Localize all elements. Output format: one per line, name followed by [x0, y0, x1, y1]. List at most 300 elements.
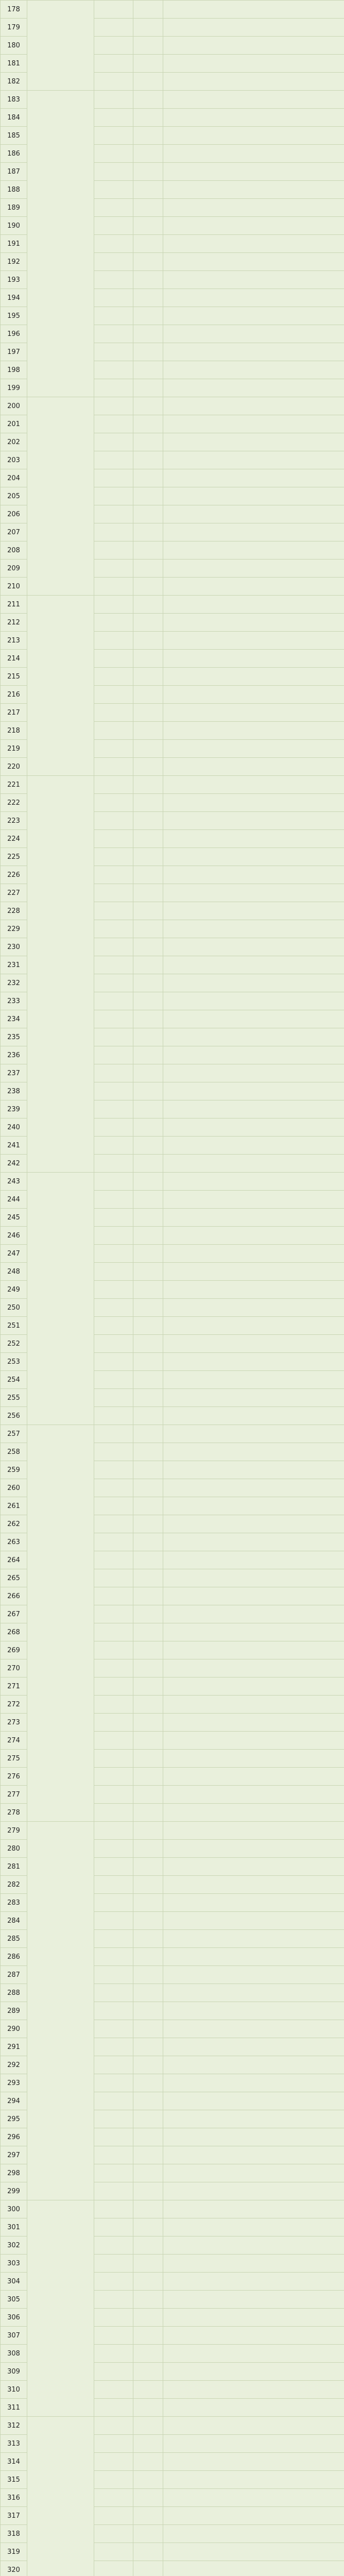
row-number-cell: 190	[1, 217, 27, 235]
student-name-cell	[94, 2273, 133, 2291]
wish-item-cell	[163, 2507, 344, 2525]
student-name-cell	[94, 1732, 133, 1750]
student-name-cell	[94, 523, 133, 541]
age-cell	[133, 830, 163, 848]
student-name-cell	[94, 1209, 133, 1227]
row-number-cell: 224	[1, 830, 27, 848]
age-cell	[133, 2273, 163, 2291]
student-name-cell	[94, 2255, 133, 2273]
row-number-cell: 201	[1, 415, 27, 433]
wish-item-cell	[163, 55, 344, 73]
student-name-cell	[94, 415, 133, 433]
student-name-cell	[94, 848, 133, 866]
student-name-cell	[94, 2309, 133, 2327]
row-number-cell: 295	[1, 2110, 27, 2128]
age-cell	[133, 541, 163, 560]
age-cell	[133, 1118, 163, 1137]
student-name-cell	[94, 1010, 133, 1028]
age-cell	[133, 740, 163, 758]
age-cell	[133, 1912, 163, 1930]
wish-item-cell	[163, 776, 344, 794]
student-name-cell	[94, 866, 133, 884]
student-name-cell	[94, 614, 133, 632]
age-cell	[133, 505, 163, 523]
wish-item-cell	[163, 1822, 344, 1840]
wish-item-cell	[163, 686, 344, 704]
student-name-cell	[94, 2345, 133, 2363]
age-cell	[133, 1605, 163, 1623]
student-name-cell	[94, 1804, 133, 1822]
student-name-cell	[94, 1876, 133, 1894]
student-name-cell	[94, 1100, 133, 1118]
wish-item-cell	[163, 2255, 344, 2273]
wish-item-cell	[163, 2218, 344, 2236]
age-cell	[133, 812, 163, 830]
row-number-cell: 276	[1, 1768, 27, 1786]
wish-item-cell	[163, 1479, 344, 1497]
row-number-cell: 264	[1, 1551, 27, 1569]
wish-item-cell	[163, 704, 344, 722]
student-name-cell	[94, 1371, 133, 1389]
row-number-cell: 271	[1, 1677, 27, 1696]
student-name-cell	[94, 109, 133, 127]
student-name-cell	[94, 487, 133, 505]
row-number-cell: 300	[1, 2200, 27, 2218]
student-name-cell	[94, 397, 133, 415]
row-number-cell: 267	[1, 1605, 27, 1623]
row-number-cell: 259	[1, 1461, 27, 1479]
age-cell	[133, 1840, 163, 1858]
age-cell	[133, 1930, 163, 1948]
wish-item-cell	[163, 560, 344, 578]
row-number-cell: 255	[1, 1389, 27, 1407]
age-cell	[133, 1064, 163, 1082]
wish-item-cell	[163, 2435, 344, 2453]
row-number-cell: 233	[1, 992, 27, 1010]
wish-item-cell	[163, 2020, 344, 2038]
wish-item-cell	[163, 1641, 344, 1659]
student-name-cell	[94, 758, 133, 776]
school-cell	[27, 2417, 94, 2576]
student-name-cell	[94, 1858, 133, 1876]
student-name-cell	[94, 181, 133, 199]
wish-item-cell	[163, 1948, 344, 1966]
student-name-cell	[94, 1551, 133, 1569]
age-cell	[133, 2345, 163, 2363]
student-name-cell	[94, 2128, 133, 2146]
row-number-cell: 189	[1, 199, 27, 217]
row-number-cell: 299	[1, 2182, 27, 2200]
row-number-cell: 284	[1, 1912, 27, 1930]
row-number-cell: 243	[1, 1173, 27, 1191]
student-name-cell	[94, 2543, 133, 2561]
wish-item-cell	[163, 307, 344, 325]
student-name-cell	[94, 1353, 133, 1371]
student-name-cell	[94, 1768, 133, 1786]
age-cell	[133, 1371, 163, 1389]
row-number-cell: 245	[1, 1209, 27, 1227]
row-number-cell: 237	[1, 1064, 27, 1082]
row-number-cell: 281	[1, 1858, 27, 1876]
wish-item-cell	[163, 2092, 344, 2110]
row-number-cell: 182	[1, 73, 27, 91]
age-cell	[133, 2164, 163, 2182]
row-number-cell: 305	[1, 2291, 27, 2309]
student-name-cell	[94, 199, 133, 217]
age-cell	[133, 2381, 163, 2399]
age-cell	[133, 451, 163, 469]
wish-item-cell	[163, 848, 344, 866]
row-number-cell: 278	[1, 1804, 27, 1822]
wish-item-cell	[163, 1407, 344, 1425]
age-cell	[133, 884, 163, 902]
wish-item-cell	[163, 2543, 344, 2561]
student-name-cell	[94, 2056, 133, 2074]
row-number-cell: 198	[1, 361, 27, 379]
wish-item-cell	[163, 145, 344, 163]
student-name-cell	[94, 1173, 133, 1191]
age-cell	[133, 2020, 163, 2038]
age-cell	[133, 37, 163, 55]
row-number-cell: 207	[1, 523, 27, 541]
wish-item-cell	[163, 1984, 344, 2002]
age-cell	[133, 2038, 163, 2056]
age-cell	[133, 487, 163, 505]
age-cell	[133, 1191, 163, 1209]
student-name-cell	[94, 2507, 133, 2525]
student-name-cell	[94, 992, 133, 1010]
age-cell	[133, 1768, 163, 1786]
age-cell	[133, 1100, 163, 1118]
age-cell	[133, 614, 163, 632]
wish-item-cell	[163, 127, 344, 145]
wish-item-cell	[163, 956, 344, 974]
age-cell	[133, 1137, 163, 1155]
student-name-cell	[94, 632, 133, 650]
student-name-cell	[94, 1263, 133, 1281]
wish-item-cell	[163, 361, 344, 379]
row-number-cell: 213	[1, 632, 27, 650]
student-name-cell	[94, 1245, 133, 1263]
row-number-cell: 293	[1, 2074, 27, 2092]
wish-item-cell	[163, 740, 344, 758]
student-name-cell	[94, 686, 133, 704]
age-cell	[133, 397, 163, 415]
age-cell	[133, 1389, 163, 1407]
wish-item-cell	[163, 2146, 344, 2164]
student-name-cell	[94, 2164, 133, 2182]
wish-item-cell	[163, 271, 344, 289]
row-number-cell: 307	[1, 2327, 27, 2345]
student-name-cell	[94, 1750, 133, 1768]
wish-item-cell	[163, 2345, 344, 2363]
age-cell	[133, 289, 163, 307]
age-cell	[133, 1569, 163, 1587]
student-name-cell	[94, 2489, 133, 2507]
student-name-cell	[94, 1064, 133, 1082]
row-number-cell: 197	[1, 343, 27, 361]
wish-item-cell	[163, 1353, 344, 1371]
row-number-cell: 210	[1, 578, 27, 596]
wish-item-cell	[163, 397, 344, 415]
age-cell	[133, 2146, 163, 2164]
wish-item-cell	[163, 1245, 344, 1263]
student-name-cell	[94, 776, 133, 794]
row-number-cell: 181	[1, 55, 27, 73]
table-row	[1, 91, 344, 109]
student-name-cell	[94, 1641, 133, 1659]
age-cell	[133, 145, 163, 163]
student-name-cell	[94, 1948, 133, 1966]
wish-item-cell	[163, 794, 344, 812]
wish-item-cell	[163, 1173, 344, 1191]
row-number-cell: 185	[1, 127, 27, 145]
wish-item-cell	[163, 1082, 344, 1100]
row-number-cell: 199	[1, 379, 27, 397]
age-cell	[133, 361, 163, 379]
wish-item-cell	[163, 2182, 344, 2200]
student-name-cell	[94, 271, 133, 289]
age-cell	[133, 469, 163, 487]
age-cell	[133, 1082, 163, 1100]
wish-item-cell	[163, 1677, 344, 1696]
wish-item-cell	[163, 884, 344, 902]
row-number-cell: 289	[1, 2002, 27, 2020]
row-number-cell: 246	[1, 1227, 27, 1245]
school-cell	[27, 596, 94, 776]
student-name-cell	[94, 2525, 133, 2543]
wish-item-cell	[163, 2002, 344, 2020]
student-name-cell	[94, 650, 133, 668]
student-name-cell	[94, 1028, 133, 1046]
row-number-cell: 313	[1, 2435, 27, 2453]
wish-item-cell	[163, 1046, 344, 1064]
student-name-cell	[94, 1623, 133, 1641]
age-cell	[133, 109, 163, 127]
student-name-cell	[94, 2182, 133, 2200]
age-cell	[133, 1010, 163, 1028]
age-cell	[133, 1479, 163, 1497]
wish-item-cell	[163, 1191, 344, 1209]
wish-item-cell	[163, 1768, 344, 1786]
wish-item-cell	[163, 1064, 344, 1082]
row-number-cell: 253	[1, 1353, 27, 1371]
wish-item-cell	[163, 1696, 344, 1714]
age-cell	[133, 1173, 163, 1191]
wish-item-cell	[163, 451, 344, 469]
row-number-cell: 202	[1, 433, 27, 451]
wish-item-cell	[163, 523, 344, 541]
age-cell	[133, 2236, 163, 2255]
row-number-cell: 314	[1, 2453, 27, 2471]
row-number-cell: 304	[1, 2273, 27, 2291]
age-cell	[133, 1299, 163, 1317]
wish-item-cell	[163, 2273, 344, 2291]
age-cell	[133, 1461, 163, 1479]
row-number-cell: 238	[1, 1082, 27, 1100]
row-number-cell: 272	[1, 1696, 27, 1714]
wish-item-cell	[163, 1263, 344, 1281]
row-number-cell: 214	[1, 650, 27, 668]
student-name-cell	[94, 1912, 133, 1930]
age-cell	[133, 1028, 163, 1046]
age-cell	[133, 2489, 163, 2507]
age-cell	[133, 2110, 163, 2128]
row-number-cell: 242	[1, 1155, 27, 1173]
row-number-cell: 236	[1, 1046, 27, 1064]
age-cell	[133, 1659, 163, 1677]
wish-item-cell	[163, 1010, 344, 1028]
age-cell	[133, 2309, 163, 2327]
row-number-cell: 218	[1, 722, 27, 740]
age-cell	[133, 650, 163, 668]
wish-item-cell	[163, 2399, 344, 2417]
age-cell	[133, 2525, 163, 2543]
student-name-cell	[94, 73, 133, 91]
table-row	[1, 2417, 344, 2435]
age-cell	[133, 974, 163, 992]
student-name-cell	[94, 2327, 133, 2345]
age-cell	[133, 2002, 163, 2020]
wish-item-cell	[163, 2128, 344, 2146]
row-number-cell: 260	[1, 1479, 27, 1497]
age-cell	[133, 1533, 163, 1551]
student-name-cell	[94, 1714, 133, 1732]
wish-item-cell	[163, 2110, 344, 2128]
age-cell	[133, 343, 163, 361]
row-number-cell: 268	[1, 1623, 27, 1641]
school-cell	[27, 397, 94, 596]
age-cell	[133, 2218, 163, 2236]
age-cell	[133, 704, 163, 722]
student-name-cell	[94, 505, 133, 523]
student-name-cell	[94, 2453, 133, 2471]
wish-item-cell	[163, 2056, 344, 2074]
wish-item-cell	[163, 73, 344, 91]
age-cell	[133, 578, 163, 596]
wish-item-cell	[163, 1425, 344, 1443]
age-cell	[133, 776, 163, 794]
row-number-cell: 292	[1, 2056, 27, 2074]
row-number-cell: 212	[1, 614, 27, 632]
student-name-cell	[94, 1533, 133, 1551]
row-number-cell: 309	[1, 2363, 27, 2381]
student-name-cell	[94, 1227, 133, 1245]
row-number-cell: 179	[1, 19, 27, 37]
age-cell	[133, 1155, 163, 1173]
student-name-cell	[94, 938, 133, 956]
student-name-cell	[94, 2020, 133, 2038]
wish-item-cell	[163, 1227, 344, 1245]
wish-item-cell	[163, 1497, 344, 1515]
wish-item-cell	[163, 1443, 344, 1461]
row-number-cell: 192	[1, 253, 27, 271]
student-name-cell	[94, 1137, 133, 1155]
age-cell	[133, 1, 163, 19]
wish-item-cell	[163, 19, 344, 37]
wish-item-cell	[163, 217, 344, 235]
age-cell	[133, 1209, 163, 1227]
row-number-cell: 203	[1, 451, 27, 469]
table-row	[1, 596, 344, 614]
student-name-cell	[94, 1, 133, 19]
row-number-cell: 186	[1, 145, 27, 163]
row-number-cell: 270	[1, 1659, 27, 1677]
row-number-cell: 241	[1, 1137, 27, 1155]
row-number-cell: 250	[1, 1299, 27, 1317]
student-name-cell	[94, 235, 133, 253]
wish-item-cell	[163, 1533, 344, 1551]
student-name-cell	[94, 2435, 133, 2453]
student-name-cell	[94, 1389, 133, 1407]
student-name-cell	[94, 145, 133, 163]
row-number-cell: 287	[1, 1966, 27, 1984]
wish-item-cell	[163, 1, 344, 19]
age-cell	[133, 199, 163, 217]
student-name-cell	[94, 1930, 133, 1948]
age-cell	[133, 307, 163, 325]
age-cell	[133, 1984, 163, 2002]
age-cell	[133, 2327, 163, 2345]
age-cell	[133, 1281, 163, 1299]
student-name-cell	[94, 1479, 133, 1497]
wish-item-cell	[163, 1894, 344, 1912]
student-name-cell	[94, 2200, 133, 2218]
row-number-cell: 228	[1, 902, 27, 920]
wish-item-cell	[163, 1155, 344, 1173]
school-cell	[27, 1, 94, 91]
student-name-cell	[94, 469, 133, 487]
student-name-cell	[94, 830, 133, 848]
age-cell	[133, 920, 163, 938]
age-cell	[133, 2561, 163, 2576]
student-name-cell	[94, 361, 133, 379]
row-number-cell: 184	[1, 109, 27, 127]
gift-list-body	[1, 1, 344, 2576]
age-cell	[133, 523, 163, 541]
age-cell	[133, 1858, 163, 1876]
school-cell	[27, 91, 94, 397]
wish-item-cell	[163, 1137, 344, 1155]
age-cell	[133, 19, 163, 37]
age-cell	[133, 1425, 163, 1443]
age-cell	[133, 1046, 163, 1064]
row-number-cell: 280	[1, 1840, 27, 1858]
student-name-cell	[94, 812, 133, 830]
school-cell	[27, 776, 94, 1173]
row-number-cell: 320	[1, 2561, 27, 2576]
age-cell	[133, 2128, 163, 2146]
wish-item-cell	[163, 632, 344, 650]
wish-item-cell	[163, 1028, 344, 1046]
row-number-cell: 239	[1, 1100, 27, 1118]
row-number-cell: 194	[1, 289, 27, 307]
row-number-cell: 282	[1, 1876, 27, 1894]
wish-item-cell	[163, 1966, 344, 1984]
student-name-cell	[94, 2363, 133, 2381]
row-number-cell: 248	[1, 1263, 27, 1281]
age-cell	[133, 1317, 163, 1335]
row-number-cell: 298	[1, 2164, 27, 2182]
row-number-cell: 290	[1, 2020, 27, 2038]
wish-item-cell	[163, 2327, 344, 2345]
student-name-cell	[94, 91, 133, 109]
student-name-cell	[94, 217, 133, 235]
wish-item-cell	[163, 1317, 344, 1335]
row-number-cell: 291	[1, 2038, 27, 2056]
row-number-cell: 240	[1, 1118, 27, 1137]
wish-item-cell	[163, 253, 344, 271]
